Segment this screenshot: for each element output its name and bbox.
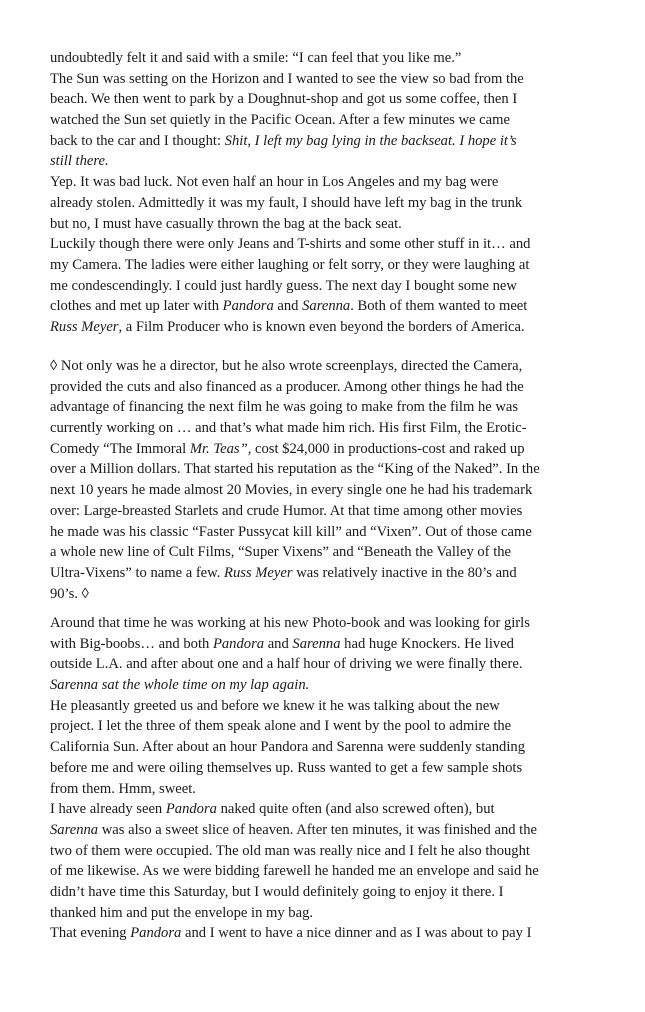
- text-run: with Big-boobs… and both: [50, 635, 213, 652]
- text-run: thanked him and put the envelope in my bag.: [50, 904, 314, 921]
- italic-text: Sarenna: [50, 821, 99, 838]
- text-run: next 10 years he made almost 20 Movies, in every single one he had his trademark: [50, 482, 533, 499]
- text-line: [50, 480, 610, 501]
- text-line: [50, 613, 610, 634]
- paragraph: [50, 48, 610, 338]
- text-run: over a Million dollars. That started his reputation as the “King of the Naked”. In the: [50, 461, 540, 478]
- text-run: my Camera. The ladies were either laughing or felt sorry, or they were laughing at: [50, 256, 530, 273]
- italic-text: Pandora: [222, 298, 274, 315]
- text-run: He pleasantly greeted us and before we knew it he was talking about the new: [50, 697, 500, 714]
- italic-text: still there.: [50, 153, 109, 170]
- text-run: didn’t have time this Saturday, but I would definitely going to enjoy it there. I: [50, 883, 504, 900]
- text-line: [50, 377, 610, 398]
- text-line: [50, 634, 610, 655]
- text-run: I have already seen: [50, 801, 166, 818]
- text-line: [50, 131, 610, 152]
- text-line: [50, 255, 610, 276]
- text-run: currently working on … and that’s what made him rich. His first Film, the Erotic-: [50, 420, 527, 437]
- italic-text: Pandora: [165, 801, 217, 818]
- text-run: Comedy “The Immoral: [50, 440, 190, 457]
- text-run: That evening: [50, 925, 131, 942]
- italic-text: Sarenna: [292, 635, 341, 652]
- text-line: [50, 48, 610, 69]
- text-line: [50, 110, 610, 131]
- text-run: California Sun. After about an hour Pandora and Sarenna were suddenly standing: [50, 739, 525, 756]
- text-run: Ultra-Vixens” to name a few.: [50, 564, 225, 581]
- italic-text: Russ Meyer: [50, 318, 119, 335]
- text-line: [50, 563, 610, 584]
- italic-text: Pandora: [212, 635, 265, 652]
- text-line: [50, 151, 610, 172]
- text-line: [50, 923, 610, 944]
- text-line: [50, 418, 610, 439]
- italic-text: Russ Meyer: [224, 564, 293, 581]
- text-run: , cost $24,000 in productions-cost and raked up: [247, 440, 525, 457]
- text-line: [50, 296, 610, 317]
- text-line: [50, 841, 610, 862]
- text-run: two of them were occupied. The old man was really nice and I felt he also thought: [50, 842, 530, 859]
- text-line: [50, 172, 610, 193]
- text-line: [50, 737, 610, 758]
- text-run: ◊ Not only was he a director, but he also wrote screenplays, directed the Camera,: [50, 358, 523, 374]
- text-run: 90’s. ◊: [50, 585, 89, 602]
- text-line: [50, 716, 610, 737]
- text-line: [50, 501, 610, 522]
- text-run: Luckily though there were only Jeans and T-shirts and some other stuff in it… and: [50, 236, 531, 253]
- text-line: [50, 758, 610, 779]
- text-line: [50, 459, 610, 480]
- text-run: and I went to have a nice dinner and as I was about to pay I: [181, 925, 532, 942]
- text-line: [50, 675, 610, 696]
- text-line: [50, 522, 610, 543]
- text-line: [50, 696, 610, 717]
- text-run: undoubtedly felt it and said with a smile: “I can feel that you like me.”: [50, 50, 462, 66]
- text-run: and: [273, 298, 303, 315]
- paragraph: [50, 613, 610, 944]
- text-line: [50, 397, 610, 418]
- text-line: [50, 193, 610, 214]
- text-run: from them. Hmm, sweet.: [50, 780, 196, 797]
- text-line: [50, 882, 610, 903]
- text-line: [50, 542, 610, 563]
- text-run: outside L.A. and after about one and a half hour of driving we were finally there.: [50, 656, 523, 673]
- text-run: and: [264, 635, 293, 652]
- text-line: [50, 356, 610, 377]
- text-run: he made was his classic “Faster Pussycat kill kill” and “Vixen”. Out of those came: [50, 523, 532, 540]
- text-line: [50, 779, 610, 800]
- paragraph: [50, 356, 610, 604]
- text-run: me condescendingly. I could just hardly guess. The next day I bought some new: [50, 277, 517, 294]
- text-line: [50, 234, 610, 255]
- text-line: [50, 276, 610, 297]
- text-run: before me and were oiling themselves up. Russ wanted to get a few sample shots: [50, 759, 523, 776]
- text-run: had huge Knockers. He lived: [340, 635, 514, 652]
- text-run: of me likewise. As we were bidding farewell he handed me an envelope and said he: [50, 863, 539, 880]
- text-line: [50, 214, 610, 235]
- text-line: [50, 903, 610, 924]
- text-line: [50, 89, 610, 110]
- text-run: Yep. It was bad luck. Not even half an hour in Los Angeles and my bag were: [50, 174, 499, 191]
- text-run: clothes and met up later with: [50, 298, 223, 315]
- text-line: [50, 317, 610, 338]
- italic-text: Pandora: [130, 925, 182, 942]
- text-run: advantage of financing the next film he was going to make from the film he was: [50, 399, 519, 416]
- italic-text: Shit, I left my bag lying in the backseat. I hope it’s: [224, 132, 517, 149]
- text-run: Around that time he was working at his new Photo-book and was looking for girls: [50, 615, 530, 631]
- text-run: beach. We then went to park by a Doughnut-shop and got us some coffee, then I: [50, 91, 518, 108]
- text-run: over: Large-breasted Starlets and crude Humor. At that time among other movies: [50, 502, 523, 519]
- text-line: [50, 584, 610, 605]
- text-run: project. I let the three of them speak alone and I went by the pool to admire the: [50, 718, 512, 735]
- text-line: [50, 654, 610, 675]
- italic-text: Mr. Teas”: [189, 440, 248, 457]
- italic-text: Sarenna sat the whole time on my lap again.: [50, 677, 310, 694]
- text-run: back to the car and I thought:: [50, 132, 225, 149]
- text-run: , a Film Producer who is known even beyond the borders of America.: [118, 318, 525, 335]
- text-line: [50, 799, 610, 820]
- text-line: [50, 439, 610, 460]
- text-run: already stolen. Admittedly it was my fault, I should have left my bag in the trunk: [50, 194, 523, 211]
- text-run: was relatively inactive in the 80’s and: [292, 564, 517, 581]
- text-run: was also a sweet slice of heaven. After ten minutes, it was finished and the: [98, 821, 538, 838]
- italic-text: Sarenna: [302, 298, 351, 315]
- text-line: [50, 820, 610, 841]
- text-line: [50, 69, 610, 90]
- text-run: The Sun was setting on the Horizon and I wanted to see the view so bad from the: [50, 70, 524, 87]
- text-run: a whole new line of Cult Films, “Super Vixens” and “Beneath the Valley of the: [50, 544, 512, 561]
- text-run: but no, I must have casually thrown the bag at the back seat.: [50, 215, 402, 232]
- text-line: [50, 861, 610, 882]
- text-run: . Both of them wanted to meet: [350, 298, 528, 315]
- text-run: watched the Sun set quietly in the Pacific Ocean. After a few minutes we came: [50, 112, 510, 129]
- text-run: naked quite often (and also screwed often), but: [216, 801, 495, 818]
- text-run: provided the cuts and also financed as a producer. Among other things he had the: [50, 378, 524, 395]
